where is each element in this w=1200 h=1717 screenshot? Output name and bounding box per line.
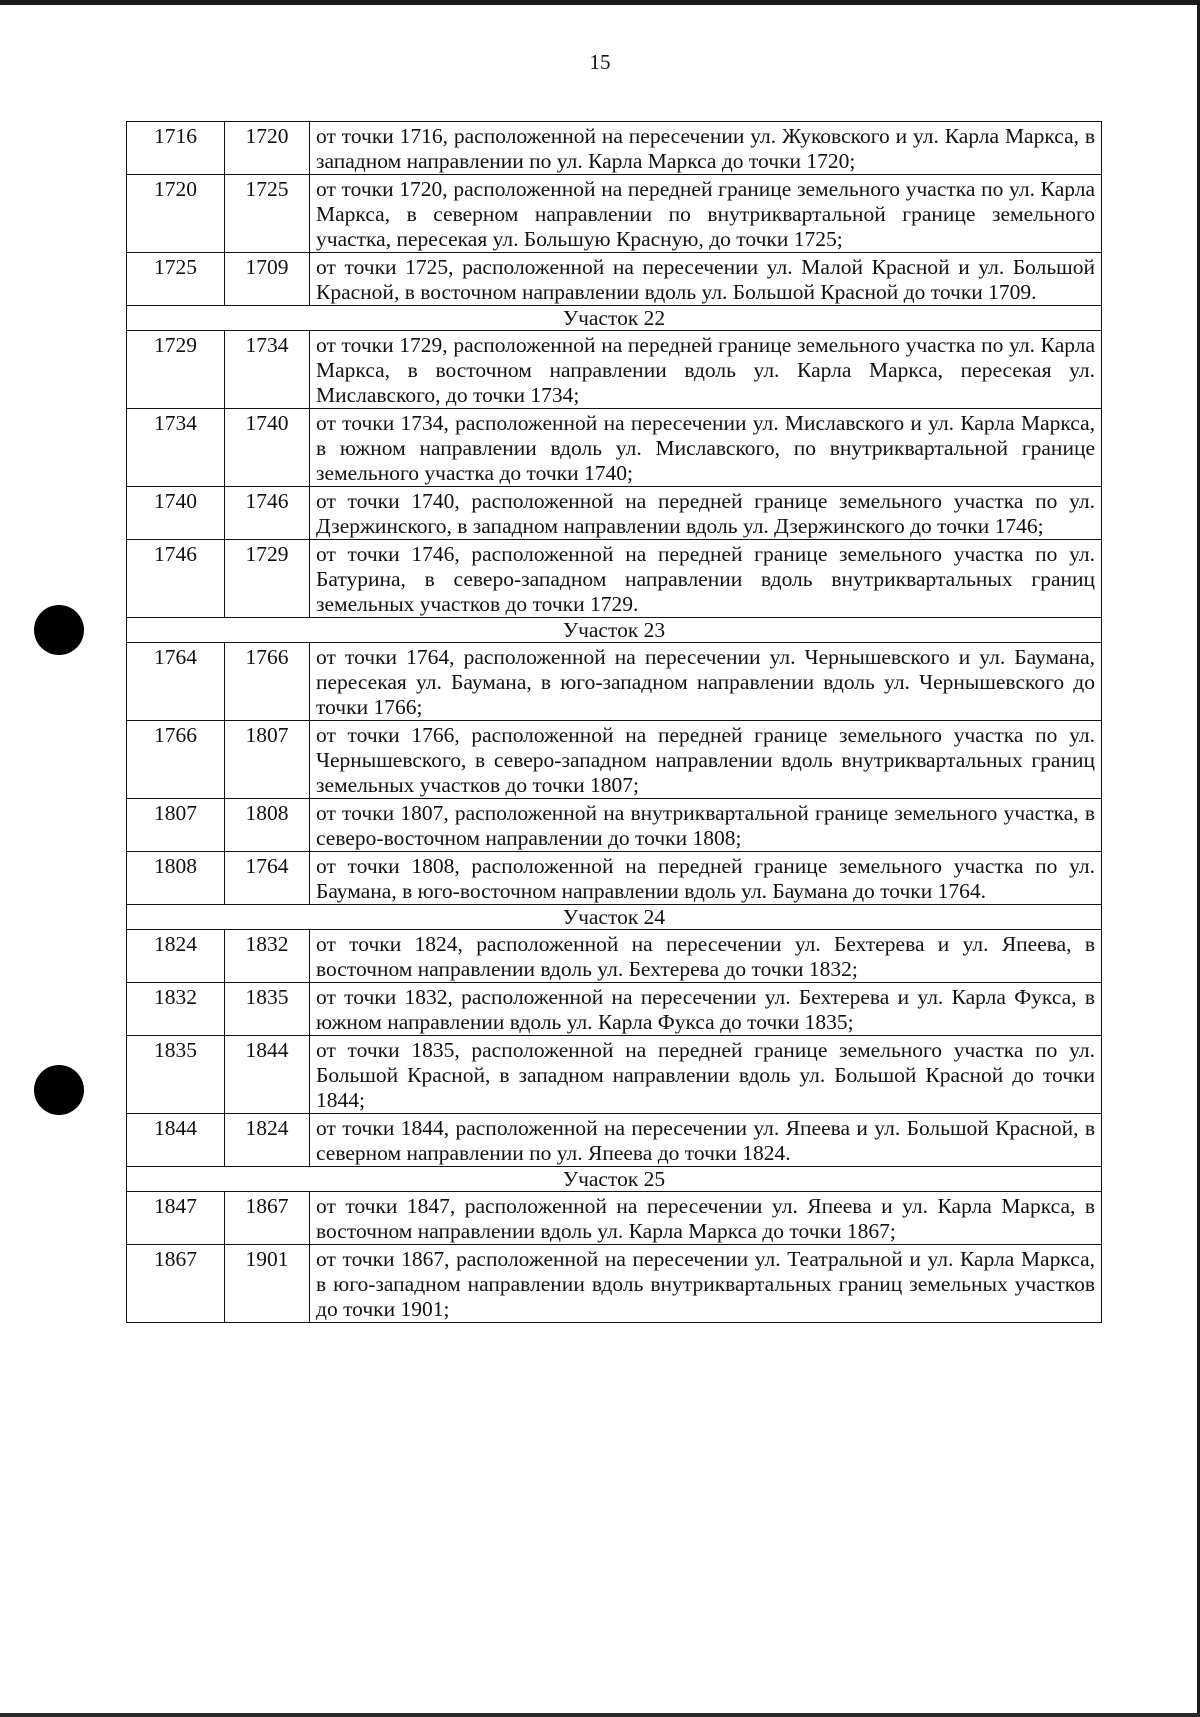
table-row — [127, 487, 1102, 540]
from-point-cell: 1766 — [127, 721, 225, 799]
section-header-row — [127, 1167, 1102, 1192]
from-point-cell: 1844 — [127, 1114, 225, 1167]
from-point-cell: 1807 — [127, 799, 225, 852]
table-row — [127, 1114, 1102, 1167]
scan-edge-bottom — [0, 1713, 1200, 1717]
section-header-row — [127, 306, 1102, 331]
to-point-cell: 1729 — [225, 540, 310, 618]
table-row — [127, 852, 1102, 905]
page-number: 15 — [589, 50, 611, 74]
description-cell: от точки 1844, расположенной на пересечении ул. Япеева и ул. Большой Красной, в северном направлении по ул. Япеева до точки 1824. — [310, 1114, 1102, 1167]
table-row — [127, 799, 1102, 852]
description-cell: от точки 1729, расположенной на передней границе земельного участка по ул. Карла Маркса, в восточном направлении вдоль ул. Карла Маркса, пересекая ул. Миславского, до точки 1734; — [310, 331, 1102, 409]
section-title: Участок 22 — [127, 306, 1102, 331]
description-cell: от точки 1764, расположенной на пересечении ул. Чернышевского и ул. Баумана, пересекая ул. Баумана, в юго-западном направлении вдоль ул. Чернышевского до точки 1766; — [310, 643, 1102, 721]
description-cell: от точки 1824, расположенной на пересечении ул. Бехтерева и ул. Япеева, в восточном направлении вдоль ул. Бехтерева до точки 1832; — [310, 930, 1102, 983]
description-cell: от точки 1740, расположенной на передней границе земельного участка по ул. Дзержинского, в западном направлении вдоль ул. Дзержинского до точки 1746; — [310, 487, 1102, 540]
from-point-cell: 1824 — [127, 930, 225, 983]
table-row — [127, 983, 1102, 1036]
to-point-cell: 1734 — [225, 331, 310, 409]
section-title: Участок 25 — [127, 1167, 1102, 1192]
from-point-cell: 1847 — [127, 1192, 225, 1245]
to-point-cell: 1766 — [225, 643, 310, 721]
from-point-cell: 1867 — [127, 1245, 225, 1323]
to-point-cell: 1740 — [225, 409, 310, 487]
to-point-cell: 1807 — [225, 721, 310, 799]
from-point-cell: 1740 — [127, 487, 225, 540]
to-point-cell: 1832 — [225, 930, 310, 983]
to-point-cell: 1835 — [225, 983, 310, 1036]
description-cell: от точки 1734, расположенной на пересечении ул. Миславского и ул. Карла Маркса, в южном направлении вдоль ул. Миславского, по внутриквартальной границе земельного участка до точки 1740; — [310, 409, 1102, 487]
description-cell: от точки 1725, расположенной на пересечении ул. Малой Красной и ул. Большой Красной, в восточном направлении вдоль ул. Большой Красной до точки 1709. — [310, 253, 1102, 306]
section-header-row — [127, 905, 1102, 930]
description-cell: от точки 1716, расположенной на пересечении ул. Жуковского и ул. Карла Маркса, в западном направлении по ул. Карла Маркса до точки 1720; — [310, 122, 1102, 175]
table-row — [127, 930, 1102, 983]
description-cell: от точки 1867, расположенной на пересечении ул. Театральной и ул. Карла Маркса, в юго-западном направлении вдоль внутриквартальных границ земельных участков до точки 1901; — [310, 1245, 1102, 1323]
to-point-cell: 1901 — [225, 1245, 310, 1323]
table-row — [127, 175, 1102, 253]
table-row — [127, 540, 1102, 618]
description-cell: от точки 1807, расположенной на внутриквартальной границе земельного участка, в северо-восточном направлении до точки 1808; — [310, 799, 1102, 852]
table-row — [127, 1192, 1102, 1245]
section-header-row — [127, 618, 1102, 643]
from-point-cell: 1725 — [127, 253, 225, 306]
punch-hole — [34, 605, 84, 655]
description-cell: от точки 1766, расположенной на передней границе земельного участка по ул. Чернышевского, в северо-западном направлении вдоль внутриквартальных границ земельных участков до точки 1807; — [310, 721, 1102, 799]
from-point-cell: 1716 — [127, 122, 225, 175]
from-point-cell: 1808 — [127, 852, 225, 905]
section-title: Участок 23 — [127, 618, 1102, 643]
to-point-cell: 1720 — [225, 122, 310, 175]
table-row — [127, 721, 1102, 799]
from-point-cell: 1720 — [127, 175, 225, 253]
table-row — [127, 409, 1102, 487]
to-point-cell: 1808 — [225, 799, 310, 852]
to-point-cell: 1725 — [225, 175, 310, 253]
to-point-cell: 1746 — [225, 487, 310, 540]
from-point-cell: 1832 — [127, 983, 225, 1036]
scan-edge-top — [0, 0, 1200, 5]
to-point-cell: 1764 — [225, 852, 310, 905]
table-row — [127, 122, 1102, 175]
from-point-cell: 1835 — [127, 1036, 225, 1114]
from-point-cell: 1734 — [127, 409, 225, 487]
to-point-cell: 1709 — [225, 253, 310, 306]
description-cell: от точки 1808, расположенной на передней границе земельного участка по ул. Баумана, в юго-восточном направлении вдоль ул. Баумана до точки 1764. — [310, 852, 1102, 905]
to-point-cell: 1867 — [225, 1192, 310, 1245]
to-point-cell: 1844 — [225, 1036, 310, 1114]
description-cell: от точки 1832, расположенной на пересечении ул. Бехтерева и ул. Карла Фукса, в южном направлении вдоль ул. Карла Фукса до точки 1835; — [310, 983, 1102, 1036]
table-row — [127, 331, 1102, 409]
section-title: Участок 24 — [127, 905, 1102, 930]
punch-hole — [34, 1065, 84, 1115]
table-row — [127, 1245, 1102, 1323]
from-point-cell: 1729 — [127, 331, 225, 409]
table-row — [127, 1036, 1102, 1114]
description-cell: от точки 1746, расположенной на передней границе земельного участка по ул. Батурина, в северо-западном направлении вдоль внутриквартальных границ земельных участков до точки 1729. — [310, 540, 1102, 618]
from-point-cell: 1764 — [127, 643, 225, 721]
table-row — [127, 253, 1102, 306]
boundary-points-table — [126, 121, 1102, 1323]
to-point-cell: 1824 — [225, 1114, 310, 1167]
table-row — [127, 643, 1102, 721]
from-point-cell: 1746 — [127, 540, 225, 618]
description-cell: от точки 1835, расположенной на передней границе земельного участка по ул. Большой Красной, в западном направлении вдоль ул. Большой Красной до точки 1844; — [310, 1036, 1102, 1114]
description-cell: от точки 1720, расположенной на передней границе земельного участка по ул. Карла Маркса, в северном направлении по внутриквартальной границе земельного участка, пересекая ул. Большую Красную, до точки 1725; — [310, 175, 1102, 253]
description-cell: от точки 1847, расположенной на пересечении ул. Япеева и ул. Карла Маркса, в восточном направлении вдоль ул. Карла Маркса до точки 1867; — [310, 1192, 1102, 1245]
